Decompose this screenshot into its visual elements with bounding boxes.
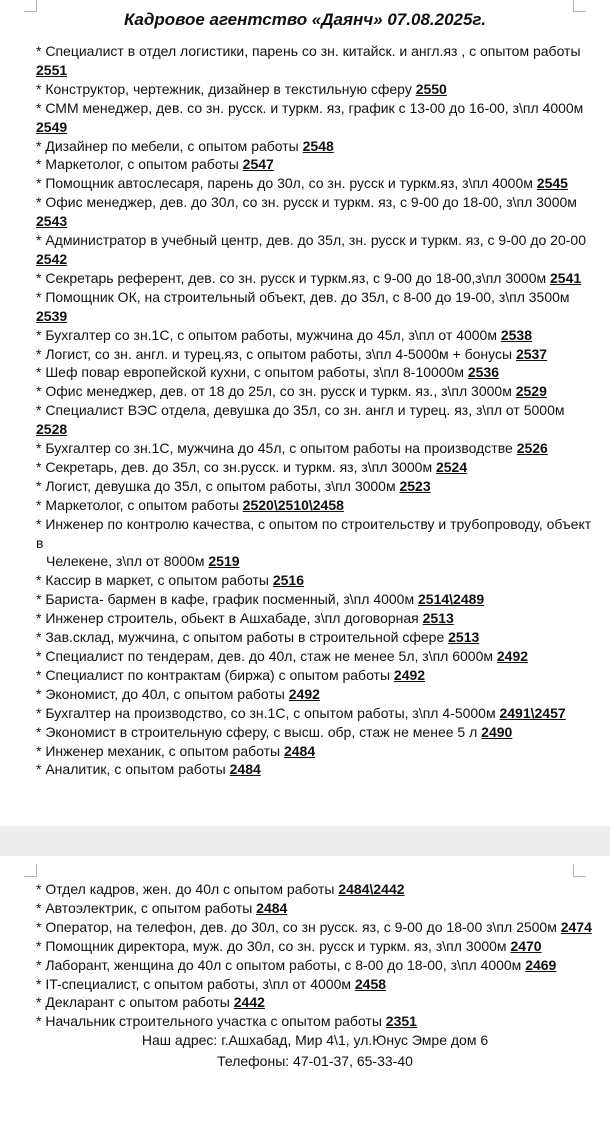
vacancy-item — [36, 918, 592, 937]
vacancy-code: 2528 — [36, 421, 68, 438]
vacancy-text: * Экономист в строительную сферу, с высш. обр, стаж не менее 5 л — [36, 723, 482, 740]
vacancy-text: * Шеф повар европейской кухни, с опытом работы, з\пл 8-10000м — [36, 364, 468, 381]
vacancy-text: * Специалист по контрактам (биржа) с опытом работы — [36, 666, 394, 683]
vacancy-code: 2492 — [496, 648, 529, 664]
vacancy-item — [36, 685, 592, 704]
vacancy-item — [36, 477, 592, 496]
vacancy-code: 2492 — [393, 666, 426, 683]
vacancy-text: * Дизайнер по мебели, с опытом работы — [36, 137, 303, 154]
vacancy-text: * Офис менеджер, дев. от 18 до 25л, со зн. русск и туркм. яз., з\пл 3000м — [36, 383, 516, 400]
vacancy-code: 2484\2442 — [338, 881, 405, 897]
vacancy-item — [36, 231, 592, 269]
vacancy-text: * Специалист в отдел логистики, парень со зн. китайск. и англ.яз , с опытом работы — [36, 43, 581, 59]
vacancy-text: * Бухгалтер на производство, со зн.1С, с опытом работы, з\пл 4-5000м — [36, 704, 500, 721]
vacancy-code: 2484 — [283, 742, 316, 759]
vacancy-item — [36, 760, 592, 779]
vacancy-text: * Конструктор, чертежник, дизайнер в текстильную сферу — [36, 80, 416, 97]
vacancy-code: 2484 — [256, 899, 288, 916]
vacancy-item — [36, 174, 592, 193]
vacancy-code: 2492 — [288, 685, 320, 702]
vacancy-code: 2458 — [354, 975, 387, 992]
vacancy-text: * Лаборант, женщина до 40л с опытом работы, с 8-00 до 18-00, з\пл 4000м — [36, 956, 526, 973]
page-title: Кадровое агентство «Даянч» 07.08.2025г. — [123, 10, 487, 29]
vacancy-code: 2490 — [481, 723, 513, 740]
vacancy-text: * Маркетолог, с опытом работы — [36, 496, 243, 513]
vacancy-code: 2513 — [422, 610, 454, 627]
vacancy-code: 2543 — [36, 213, 68, 230]
vacancy-text: * СММ менеджер, дев. со зн. русск. и туркм. яз, график с 13-00 до 16-00, з\пл 4000м — [36, 99, 584, 116]
vacancy-text: * Логист, девушка до 35л, с опытом работы, з\пл 3000м — [36, 477, 400, 494]
vacancy-item — [36, 571, 592, 590]
footer-address: Наш адрес: г.Ашхабад, Мир 4\1, ул.Юнус Эмре дом 6 — [141, 1032, 489, 1048]
page-gap — [0, 826, 610, 856]
vacancy-text: * Инженер строитель, обьект в Ашхабаде, з\пл договорная — [36, 610, 423, 627]
vacancy-item — [36, 552, 592, 571]
vacancy-code: 2519 — [208, 553, 240, 570]
vacancy-code: 2351 — [385, 1013, 417, 1030]
vacancy-item — [36, 723, 592, 742]
page-corner-mark — [24, 864, 37, 877]
footer-phones: Телефоны: 47-01-37, 65-33-40 — [217, 1053, 413, 1069]
vacancy-item — [36, 956, 592, 975]
vacancy-item — [36, 80, 592, 99]
vacancy-code: 2526 — [516, 440, 548, 457]
vacancy-code: 2537 — [515, 345, 548, 362]
vacancy-text: * Отдел кадров, жен. до 40л с опытом работы — [36, 881, 339, 897]
vacancy-code: 2551 — [36, 61, 68, 78]
vacancy-code: 2520\2510\2458 — [242, 496, 344, 513]
vacancy-code: 2539 — [36, 307, 68, 324]
vacancy-item — [36, 99, 592, 137]
vacancy-text: * Бухгалтер со зн.1С, мужчина до 45л, с опытом работы на производстве — [36, 440, 517, 457]
vacancy-item — [36, 742, 592, 761]
vacancy-item — [36, 137, 592, 156]
vacancy-item — [36, 880, 592, 899]
document-page-2 — [0, 856, 610, 1135]
vacancy-code: 2474 — [560, 918, 592, 935]
vacancy-code: 2541 — [550, 269, 582, 286]
vacancy-code: 2516 — [272, 572, 305, 589]
vacancy-item — [36, 382, 592, 401]
vacancy-text: * IT-специалист, с опытом работы, з\пл от 4000м — [36, 975, 355, 992]
vacancy-item — [36, 458, 592, 477]
vacancy-item — [36, 1012, 592, 1031]
vacancy-text: * Логист, со зн. англ. и турец.яз, с опытом работы, з\пл 4-5000м + бонусы — [36, 345, 516, 362]
vacancy-text: * Секретарь референт, дев. со зн. русск и туркм.яз, с 9-00 до 18-00,з\пл 3000м — [36, 269, 550, 286]
vacancy-text: Челекене, з\пл от 8000м — [46, 553, 209, 570]
vacancy-text: * Специалист по тендерам, дев. до 40л, стаж не менее 5л, з\пл 6000м — [36, 648, 497, 664]
vacancy-code: 2469 — [525, 956, 557, 973]
vacancy-code: 2491\2457 — [499, 704, 566, 721]
vacancy-code: 2550 — [415, 80, 447, 97]
vacancy-text: * Экономист, до 40л, с опытом работы — [36, 685, 289, 702]
vacancy-item — [36, 515, 592, 553]
vacancy-text: * Специалист ВЭС отдела, девушка до 35л, со зн. англ и турец. яз, з\пл от 5000м — [36, 402, 565, 419]
vacancy-item — [36, 326, 592, 345]
page-corner-mark — [573, 864, 586, 877]
vacancy-item — [36, 647, 592, 666]
vacancy-code: 2470 — [510, 937, 542, 954]
vacancy-text: * Кассир в маркет, с опытом работы — [36, 572, 273, 589]
vacancy-list-page-2 — [36, 880, 592, 1031]
vacancy-code: 2545 — [536, 175, 568, 192]
vacancy-item — [36, 193, 592, 231]
vacancy-item — [36, 345, 592, 364]
vacancy-code: 2524 — [435, 458, 468, 475]
vacancy-item — [36, 590, 592, 609]
vacancy-item — [36, 269, 592, 288]
vacancy-text: * Бухгалтер со зн.1С, с опытом работы, мужчина до 45л, з\пл от 4000м — [36, 326, 501, 343]
vacancy-item — [36, 704, 592, 723]
vacancy-item — [36, 496, 592, 515]
vacancy-code: 2548 — [302, 137, 334, 154]
vacancy-text: * Секретарь, дев. до 35л, со зн.русск. и туркм. яз, з\пл 3000м — [36, 458, 436, 475]
vacancy-text: * Аналитик, с опытом работы — [36, 761, 230, 778]
vacancy-item — [36, 628, 592, 647]
vacancy-text: * Начальник строительного участка с опытом работы — [36, 1013, 386, 1030]
vacancy-list-page-1 — [36, 42, 592, 779]
vacancy-code: 2542 — [36, 250, 68, 267]
vacancy-text: * Автоэлектрик, с опытом работы — [36, 899, 257, 916]
vacancy-text: * Инженер механик, с опытом работы — [36, 742, 284, 759]
vacancy-code: 2549 — [36, 118, 68, 135]
vacancy-code: 2484 — [229, 761, 261, 778]
vacancy-item — [36, 401, 592, 439]
vacancy-text: * Оператор, на телефон, дев. до 30л, со зн русск. яз, с 9-00 до 18-00 з\пл 2500м — [36, 918, 561, 935]
vacancy-code: 2514\2489 — [418, 591, 485, 608]
vacancy-text: * Маркетолог, с опытом работы — [36, 156, 243, 173]
vacancy-code: 2538 — [500, 326, 533, 343]
vacancy-item — [36, 42, 592, 80]
vacancy-text: * Зав.склад, мужчина, с опытом работы в строительной сфере — [36, 629, 449, 646]
vacancy-item — [36, 155, 592, 174]
vacancy-text: * Помощник автослесаря, парень до 30л, со зн. русск и туркм.яз, з\пл 4000м — [36, 175, 537, 192]
vacancy-item — [36, 666, 592, 685]
vacancy-text: * Бариста- бармен в кафе, график посменный, з\пл 4000м — [36, 591, 418, 608]
vacancy-text: * Помощник ОК, на строительный объект, дев. до 35л, с 8-00 до 19-00, з\пл 3500м — [36, 288, 570, 305]
vacancy-text: * Офис менеджер, дев. до 30л, со зн. русск и туркм. яз, с 9-00 до 18-00, з\пл 3000м — [36, 194, 577, 211]
vacancy-code: 2513 — [448, 629, 480, 646]
vacancy-item — [36, 609, 592, 628]
vacancy-item — [36, 363, 592, 382]
vacancy-item — [36, 937, 592, 956]
vacancy-item — [36, 975, 592, 994]
vacancy-text: * Инженер по контролю качества, с опытом по строительству и трубопроводу, объект в — [36, 515, 592, 551]
contact-footer — [0, 1030, 610, 1072]
vacancy-text: * Администратор в учебный центр, дев. до 35л, зн. русск и туркм. яз, с 9-00 до 20-00 — [36, 232, 586, 249]
vacancy-text: * Помощник директора, муж. до 30л, со зн. русск и туркм. яз, з\пл 3000м — [36, 937, 511, 954]
vacancy-code: 2536 — [467, 364, 500, 381]
vacancy-code: 2547 — [242, 156, 274, 173]
vacancy-item — [36, 899, 592, 918]
vacancy-item — [36, 993, 592, 1012]
vacancy-text: * Декларант с опытом работы — [36, 994, 234, 1011]
vacancy-code: 2442 — [233, 994, 265, 1011]
vacancy-item — [36, 439, 592, 458]
vacancy-code: 2529 — [515, 383, 547, 400]
vacancy-item — [36, 288, 592, 326]
vacancy-code: 2523 — [399, 477, 431, 494]
